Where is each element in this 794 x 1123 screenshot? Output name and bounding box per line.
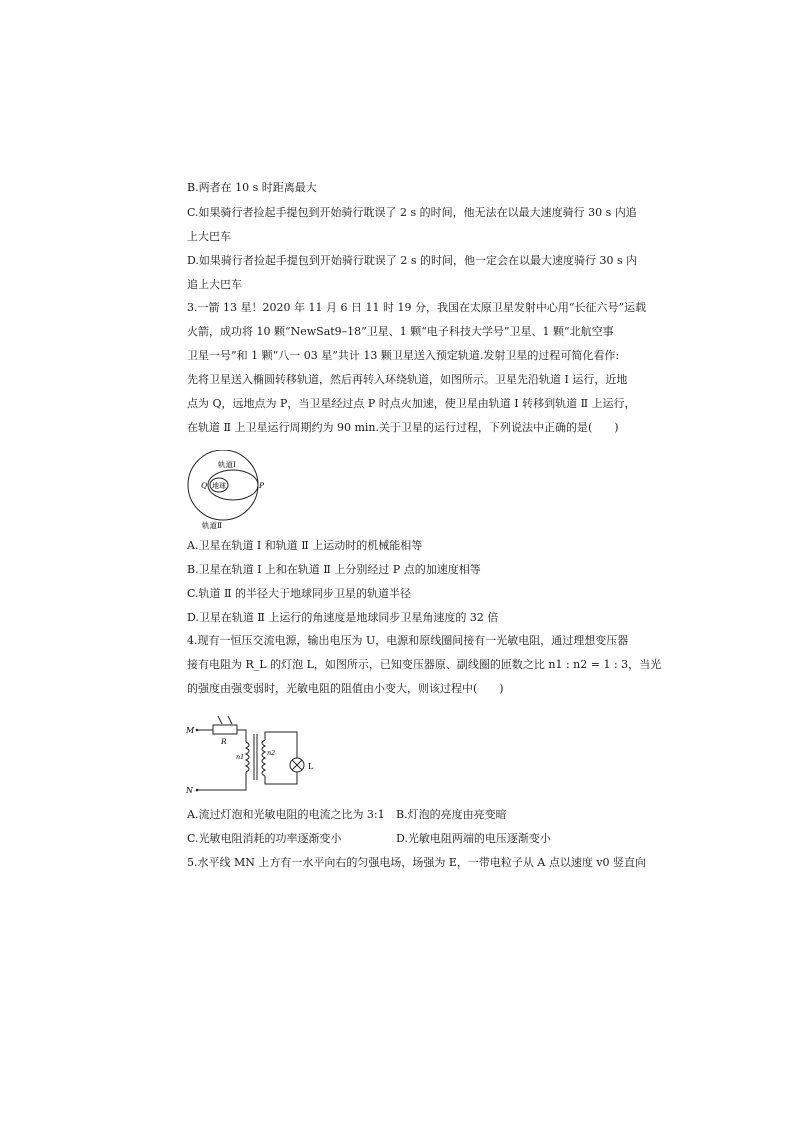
light-arrow — [228, 716, 232, 724]
q3-option-a: A.卫星在轨道 Ⅰ 和轨道 Ⅱ 上运动时的机械能相等 — [187, 539, 423, 552]
primary-coil — [246, 742, 249, 772]
q4-option-a: A.流过灯泡和光敏电阻的电流之比为 3:1 — [187, 808, 385, 821]
q3-stem-line: 先将卫星送入椭圆转移轨道，然后再转入环绕轨道，如图所示。卫星先沿轨道 Ⅰ 运行，近地 — [187, 373, 628, 386]
q3-option-d: D.卫星在轨道 Ⅱ 上运行的角速度是地球同步卫星角速度的 32 倍 — [187, 611, 499, 624]
q5-stem-line: 5.水平线 MN 上方有一水平向右的匀强电场，场强为 E，一带电粒子从 A 点以速度 v0 竖直向 — [187, 856, 647, 869]
q4-stem-line: 的强度由强变弱时，光敏电阻的阻值由小变大，则该过程中( ) — [187, 682, 504, 695]
q4-stem-line: 接有电阻为 R_L 的灯泡 L，如图所示，已知变压器原、副线圈的匝数之比 n1 : n2 = 1 : 3，当光 — [187, 658, 662, 671]
coil-n1-label: n1 — [236, 753, 245, 761]
orbit-diagram — [180, 450, 272, 530]
point-q-label: Q — [201, 481, 208, 490]
q3-stem-line: 点为 Q，远地点为 P，当卫星经过点 P 时点火加速，使卫星由轨道 Ⅰ 转移到轨道 Ⅱ 上运行， — [187, 397, 636, 410]
q3-stem-line: 在轨道 Ⅱ 上卫星运行周期约为 90 min.关于卫星的运行过程，下列说法中正确的是( ) — [187, 421, 619, 434]
q2-option-d-line1: D.如果骑行者捡起手提包到开始骑行耽误了 2 s 的时间，他一定会在以最大速度骑行 30 s 内 — [187, 254, 638, 267]
q2-option-b: B.两者在 10 s 时距离最大 — [187, 181, 317, 194]
terminal-m-label: M — [186, 726, 195, 735]
light-arrow — [218, 716, 222, 724]
coil-n2-label: n2 — [267, 749, 276, 757]
transformer-circuit-diagram — [180, 712, 330, 802]
q2-option-c-line2: 上大巴车 — [187, 230, 231, 243]
q3-stem-line: 卫星一号”和 1 颗“八一 03 星”共计 13 颗卫星送入预定轨道.发射卫星的过程可简化看作: — [187, 349, 620, 362]
secondary-coil — [262, 740, 265, 776]
bulb-l-label: L — [308, 762, 314, 771]
terminal-n-label: N — [186, 786, 193, 795]
photoresistor-r — [213, 725, 237, 734]
point-p-label: P — [259, 481, 265, 490]
resistor-r-label: R — [221, 737, 227, 746]
earth-label: 地球 — [212, 482, 226, 490]
q2-option-d-line2: 追上大巴车 — [187, 278, 242, 291]
wire — [265, 772, 297, 784]
q3-option-b: B.卫星在轨道 Ⅰ 上和在轨道 Ⅱ 上分别经过 P 点的加速度相等 — [187, 563, 481, 576]
q3-stem-line: 火箭，成功将 10 颗“NewSat9–18”卫星、1 颗“电子科技大学号”卫星、1 颗“北航空事 — [187, 325, 614, 338]
q4-option-b: B.灯泡的亮度由亮变暗 — [396, 808, 507, 821]
orbit-1-label: 轨道Ⅰ — [218, 460, 236, 469]
wire — [197, 772, 246, 790]
q4-option-c: C.光敏电阻消耗的功率逐渐变小 — [187, 832, 342, 845]
wire — [237, 730, 246, 742]
q4-stem-line: 4.现有一恒压交流电源，输出电压为 U，电源和原线圈间接有一光敏电阻，通过理想变压器 — [187, 634, 629, 647]
orbit-2-label: 轨道Ⅱ — [202, 521, 223, 530]
q4-option-d: D.光敏电阻两端的电压逐渐变小 — [396, 832, 551, 845]
q3-option-c: C.轨道 Ⅱ 的半径大于地球同步卫星的轨道半径 — [187, 587, 411, 600]
q2-option-c-line1: C.如果骑行者捡起手提包到开始骑行耽误了 2 s 的时间，他无法在以最大速度骑行 30 s 内追 — [187, 206, 637, 219]
q3-stem-line: 3.一箭 13 星！2020 年 11 月 6 日 11 时 19 分，我国在太原卫星发射中心用“长征六号”运载 — [187, 301, 647, 314]
